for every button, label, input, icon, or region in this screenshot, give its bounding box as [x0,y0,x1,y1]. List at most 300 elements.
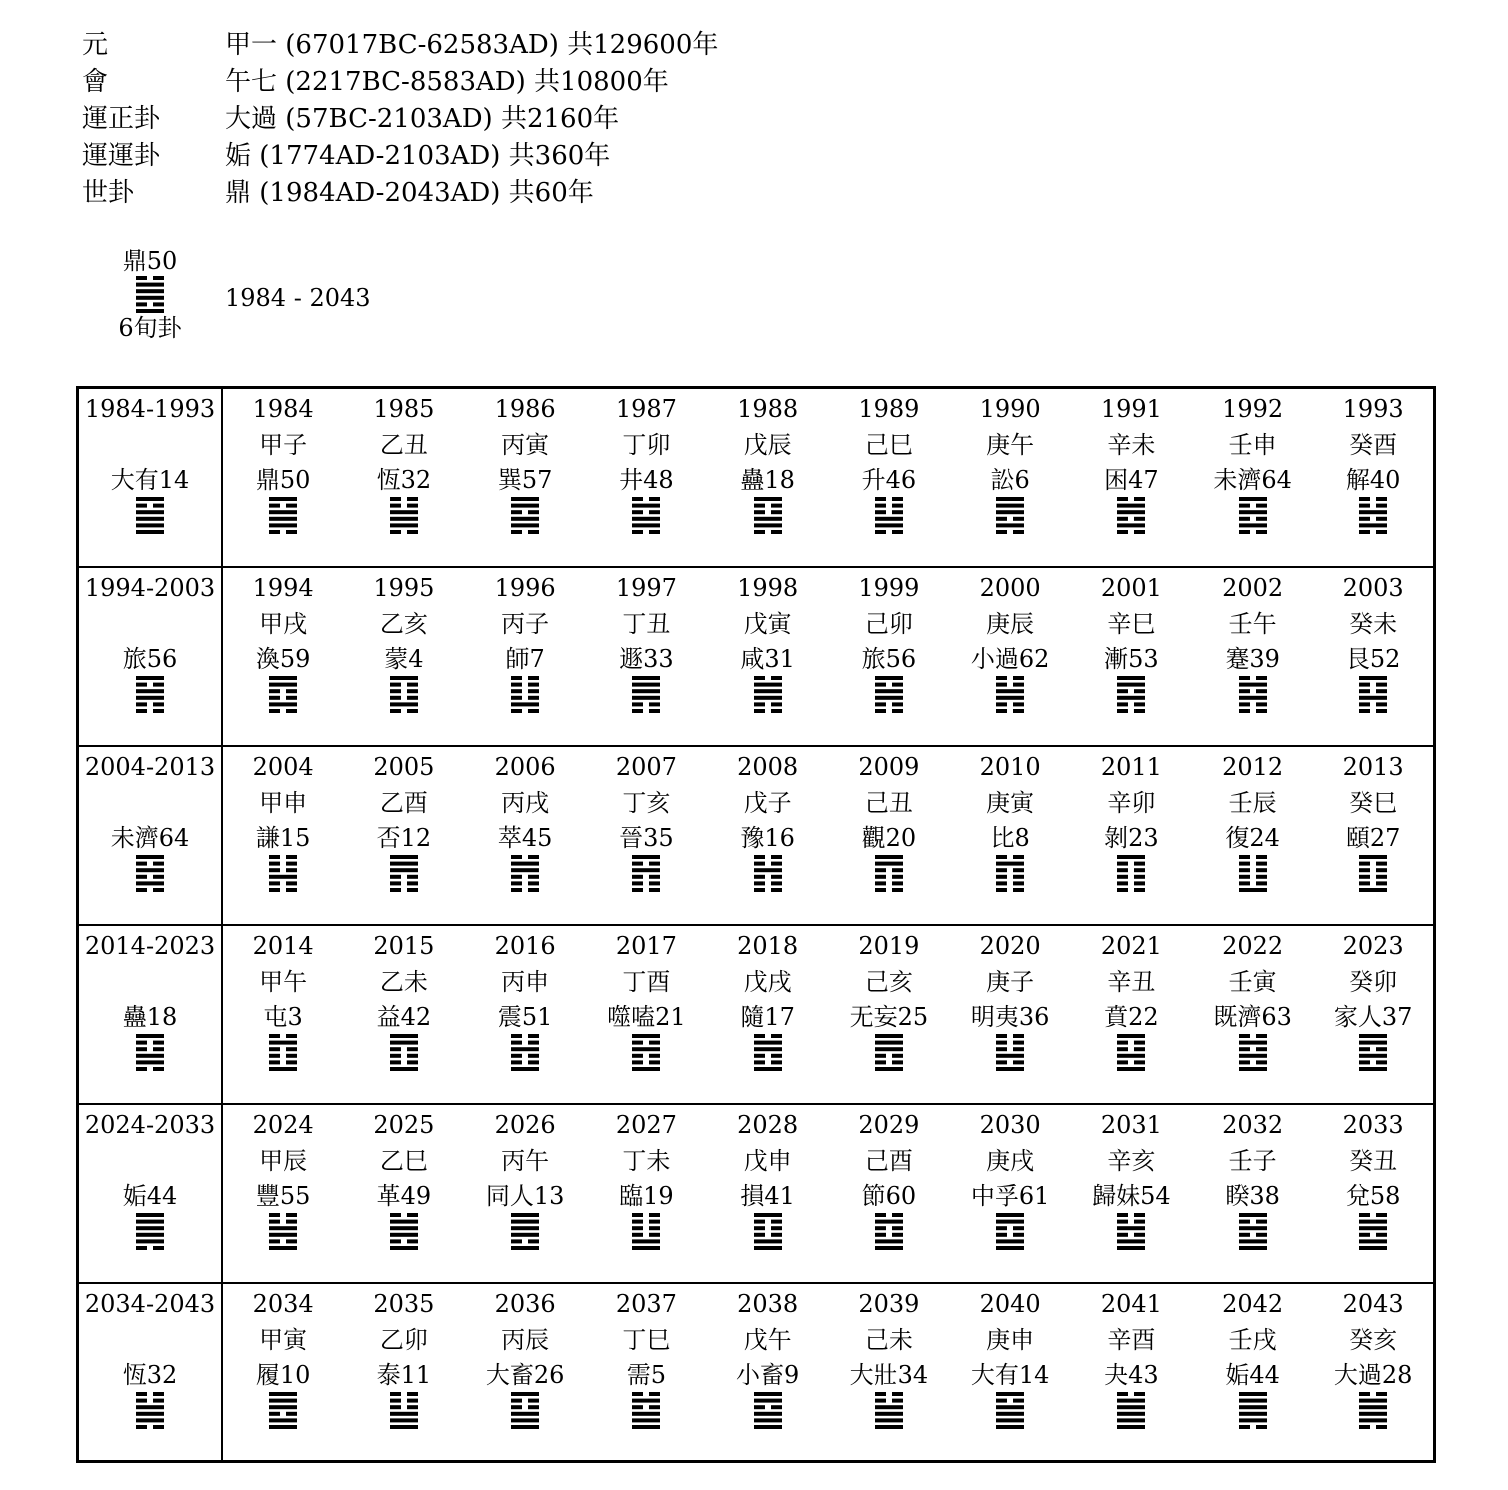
hexagram-name: 歸妹54 [1092,1181,1171,1210]
yin-line-segment [1359,689,1370,693]
yin-line-segment [1117,868,1128,872]
yang-line [390,1425,418,1429]
yang-line [136,695,164,699]
yin-line-segment [892,497,903,501]
yin-line-segment [996,868,1007,872]
hexagram-name: 小畜9 [735,1360,800,1389]
yin-line-segment [390,1060,401,1064]
yin-line-segment [649,530,660,534]
hexagram-symbol [996,1392,1024,1429]
yang-line [754,689,782,693]
yin-line-segment [407,1405,418,1409]
yin-line-segment [286,1213,297,1217]
yin-line-segment [1239,1047,1250,1051]
yin-line-segment [1013,855,1024,859]
hexagram-symbol [269,676,297,713]
ganzhi-label: 癸未 [1349,609,1398,638]
yang-line [1117,1226,1145,1230]
yin-line-segment [1239,709,1250,713]
yang-line [875,855,903,859]
main-hexagram-symbol [95,276,205,313]
ganzhi-label: 癸卯 [1349,967,1398,996]
year-cell [707,746,828,925]
hexagram-name: 漸53 [1104,644,1159,673]
year-cell [1313,1104,1434,1283]
yang-line [269,702,297,706]
yang-line [754,497,782,501]
yang-line [632,1411,660,1415]
yin-line-segment [875,702,886,706]
yin-line-segment [892,682,903,686]
yin-line-segment [754,1219,765,1223]
yang-line [1239,1398,1267,1402]
yin-line-segment [649,1053,660,1057]
yang-line [511,1418,539,1422]
yang-line [511,1425,539,1429]
year-label: 2031 [1100,1110,1162,1139]
yin-line-segment [1117,1219,1128,1223]
hexagram-symbol [996,1034,1024,1071]
yin-line-segment [996,1060,1007,1064]
yin-line-segment [1134,689,1145,693]
yin-line-segment [286,861,297,865]
ganzhi-label: 丁丑 [622,609,671,638]
yin-line-segment [1117,881,1128,885]
yin-line-segment [390,530,401,534]
yang-line [996,1213,1024,1217]
yin-line-segment [1013,1060,1024,1064]
yang-line [754,1047,782,1051]
ganzhi-label: 甲戌 [259,609,308,638]
year-cell [950,567,1071,746]
yin-line-segment [153,861,164,865]
yang-line [1359,676,1387,680]
yin-line-segment [632,1232,643,1236]
hexagram-name: 蠱18 [740,466,795,494]
yang-line [1239,1418,1267,1422]
yin-line-segment [153,874,164,878]
yin-line-segment [1134,874,1145,878]
yang-line [390,1418,418,1422]
yin-line-segment [771,855,782,859]
yin-line-segment [528,1053,539,1057]
hexagram-name: 鼎50 [255,466,311,494]
yang-line [1359,1398,1387,1402]
yin-line-segment [511,689,522,693]
year-label: 2000 [979,573,1041,602]
yin-line-segment [1239,676,1250,680]
yin-line-segment [1256,855,1267,859]
yin-line-segment [153,1398,164,1402]
year-label: 2012 [1222,752,1284,781]
yang-line [754,868,782,872]
decade-range: 1994-2003 [84,573,216,602]
ganzhi-label: 丁亥 [622,788,671,817]
yin-line-segment [511,510,522,514]
yang-line [1239,1239,1267,1243]
year-cell [1313,925,1434,1104]
ganzhi-label: 甲辰 [259,1146,308,1175]
yang-line [511,523,539,527]
yin-line-segment [892,1398,903,1402]
yin-line-segment [649,702,660,706]
yin-line-segment [875,1213,886,1217]
hexagram-symbol [1239,1392,1267,1429]
yang-line [511,497,539,501]
decade-row [78,1283,1435,1462]
yin-line-segment [286,689,297,693]
yin-line-segment [528,874,539,878]
yin-line-segment [1376,517,1387,521]
yin-line-segment [1134,1040,1145,1044]
yin-line-segment [754,1405,765,1409]
yang-line [632,504,660,508]
yang-line [511,702,539,706]
yin-line-segment [1256,861,1267,865]
yin-line-segment [1013,1040,1024,1044]
yin-line-segment [632,709,643,713]
hexagram-symbol [875,1034,903,1071]
yang-line [136,1213,164,1217]
hexagram-name: 頤27 [1345,823,1401,852]
hexagram-name: 豫16 [740,823,795,852]
ganzhi-label: 丙寅 [501,431,550,459]
yin-line-segment [269,1047,280,1051]
yin-line-segment [771,874,782,878]
hexagram-name: 萃45 [497,823,553,852]
yin-line-segment [286,709,297,713]
yin-line-segment [754,530,765,534]
yin-line-segment [269,1239,280,1243]
yang-line [754,1239,782,1243]
yin-line-segment [1134,709,1145,713]
decade-hexagram-symbol [136,855,164,892]
hexagram-symbol [269,497,297,534]
yang-line [1117,695,1145,699]
yin-line-segment [511,530,522,534]
ganzhi-label: 丁卯 [622,431,671,459]
ganzhi-label: 癸巳 [1349,788,1398,817]
hexagram-symbol [632,676,660,713]
header-label: 世卦 [82,178,135,208]
hexagram-symbol [511,1392,539,1429]
yin-line-segment [153,504,164,508]
yang-line [754,523,782,527]
hexagram-symbol [1359,855,1387,892]
yang-line [390,1226,418,1230]
ganzhi-label: 癸亥 [1349,1325,1398,1354]
yin-line-segment [269,504,280,508]
year-cell [1071,1104,1192,1283]
hexagram-symbol [754,1034,782,1071]
yin-line-segment [286,695,297,699]
hexagram-name: 家人37 [1333,1002,1413,1031]
yang-line [632,1067,660,1071]
year-cell [1313,1283,1434,1462]
hexagram-name: 泰11 [376,1360,432,1389]
ganzhi-label: 丙申 [501,967,550,996]
hexagram-symbol [1117,1213,1145,1250]
yin-line-segment [754,1060,765,1064]
yin-line-segment [390,504,401,508]
yin-line-segment [754,510,765,514]
yin-line-segment [1117,874,1128,878]
yin-line-segment [1256,676,1267,680]
yin-line-segment [1117,1392,1128,1396]
yin-line-segment [269,888,280,892]
year-label: 2025 [373,1110,435,1139]
ganzhi-label: 壬子 [1228,1146,1277,1175]
yin-line-segment [390,1405,401,1409]
yin-line-segment [528,510,539,514]
yin-line-segment [269,1213,280,1217]
yang-line [390,861,418,865]
yin-line-segment [390,682,401,686]
yin-line-segment [632,1226,643,1230]
ganzhi-label: 丙午 [501,1146,550,1175]
spacer [79,427,221,463]
yin-line-segment [407,695,418,699]
year-cell [828,388,949,567]
yin-line-segment [1239,1232,1250,1236]
yin-line-segment [892,1392,903,1396]
yang-line [875,1239,903,1243]
ganzhi-label: 己未 [864,1325,913,1354]
yin-line-segment [407,709,418,713]
yin-line-segment [1013,1232,1024,1236]
hexagram-name: 旅56 [861,644,917,673]
ganzhi-label: 甲寅 [259,1325,308,1354]
yang-line [1359,695,1387,699]
year-label: 2015 [373,931,435,960]
yin-line-segment [136,874,147,878]
yang-line [1239,682,1267,686]
yin-line-segment [892,530,903,534]
ganzhi-label: 庚子 [986,967,1035,996]
year-label: 2003 [1342,573,1404,602]
yin-line-segment [1117,1040,1128,1044]
decade-row [78,746,1435,925]
yin-line-segment [286,530,297,534]
yang-line [754,1398,782,1402]
hexagram-symbol [875,1392,903,1429]
yin-line-segment [511,676,522,680]
yang-line [1239,497,1267,501]
yin-line-segment [1239,1034,1250,1038]
ganzhi-label: 甲申 [259,788,308,817]
yin-line-segment [407,682,418,686]
year-label: 1984 [252,395,314,423]
hexagram-symbol [390,497,418,534]
year-cell [828,746,949,925]
yang-line [1117,1405,1145,1409]
yin-line-segment [1376,1047,1387,1051]
yang-line [632,1425,660,1429]
decade-hexagram-name: 未濟64 [110,823,190,852]
yin-line-segment [1134,702,1145,706]
yin-line-segment [511,1040,522,1044]
yin-line-segment [996,702,1007,706]
ganzhi-label: 庚辰 [986,609,1035,638]
year-cell [707,388,828,567]
yin-line-segment [407,504,418,508]
yin-line-segment [875,1060,886,1064]
yin-line-segment [1117,497,1128,501]
year-cell [950,1104,1071,1283]
decade-row [78,388,1435,567]
hexagram-name: 訟6 [990,466,1030,494]
yin-line-segment [1256,1034,1267,1038]
yin-line-segment [892,888,903,892]
spacer [79,964,221,1000]
yin-line-segment [1376,1213,1387,1217]
yin-line-segment [1117,530,1128,534]
yang-line [996,1411,1024,1415]
yin-line-segment [511,874,522,878]
spacer [79,1143,221,1179]
hexagram-symbol [390,1392,418,1429]
yin-line-segment [1376,709,1387,713]
yin-line-segment [649,1405,660,1409]
yang-line [511,1246,539,1250]
yin-line-segment [1256,530,1267,534]
yin-line-segment [892,1060,903,1064]
yin-line-segment [771,510,782,514]
hexagram-symbol [632,497,660,534]
year-cell [707,567,828,746]
hexagram-symbol [632,1034,660,1071]
year-cell [1192,925,1313,1104]
hexagram-symbol [875,1213,903,1250]
ganzhi-label: 壬戌 [1228,1325,1277,1354]
yang-line [269,1246,297,1250]
header-value: 午七 (2217BC-8583AD) 共10800年 [225,67,669,97]
yin-line-segment [649,874,660,878]
hexagram-name: 井48 [619,466,674,494]
yang-line [511,1226,539,1230]
yin-line-segment [892,1213,903,1217]
year-label: 2030 [979,1110,1041,1139]
yin-line-segment [1134,1232,1145,1236]
yin-line-segment [996,1047,1007,1051]
yin-line-segment [1013,1226,1024,1230]
yang-line [1239,1226,1267,1230]
yin-line-segment [1013,517,1024,521]
yang-line [996,504,1024,508]
yang-line [511,1392,539,1396]
hexagram-symbol [632,855,660,892]
hexagram-name: 剝23 [1104,823,1159,852]
ganzhi-label: 丁未 [622,1146,671,1175]
hexagram-name: 咸31 [740,644,795,673]
yin-line-segment [1256,1219,1267,1223]
yang-line [136,523,164,527]
yang-line [136,517,164,521]
ganzhi-label: 丁巳 [622,1325,671,1354]
yin-line-segment [632,881,643,885]
yin-line-segment [1239,530,1250,534]
yin-line-segment [1359,504,1370,508]
yin-line-segment [1013,868,1024,872]
yin-line-segment [153,302,164,306]
yin-line-segment [632,1053,643,1057]
yang-line [269,1067,297,1071]
yin-line-segment [1256,1047,1267,1051]
yang-line [875,1047,903,1051]
yin-line-segment [996,1226,1007,1230]
yin-line-segment [1256,709,1267,713]
yang-line [1239,1405,1267,1409]
yin-line-segment [286,868,297,872]
year-cell [1192,567,1313,746]
decade-row [78,567,1435,746]
yang-line [754,1246,782,1250]
yin-line-segment [511,1053,522,1057]
year-cell [586,388,707,567]
yang-line [136,497,164,501]
yin-line-segment [632,530,643,534]
yang-line [136,1219,164,1223]
year-label: 2023 [1342,931,1404,960]
year-label: 1996 [494,573,556,602]
ganzhi-label: 癸丑 [1349,1146,1398,1175]
yin-line-segment [269,530,280,534]
yang-line [754,1040,782,1044]
year-label: 2037 [615,1289,677,1318]
hexagram-name: 觀20 [861,823,917,852]
ganzhi-label: 乙未 [379,967,428,996]
main-hexagram-name: 鼎50 [122,247,178,275]
yang-line [1239,510,1267,514]
year-label: 2019 [858,931,920,960]
year-label: 2016 [494,931,556,960]
hexagram-symbol [269,1034,297,1071]
yang-line [1239,1067,1267,1071]
yin-line-segment [1013,1047,1024,1051]
yang-line [390,1034,418,1038]
yang-line [1359,1053,1387,1057]
hexagram-symbol [390,1213,418,1250]
yin-line-segment [1359,1060,1370,1064]
yin-line-segment [136,1246,147,1250]
yin-line-segment [1376,530,1387,534]
yang-line [754,1411,782,1415]
hexagram-name: 兌58 [1345,1181,1401,1210]
hexagram-symbol [754,676,782,713]
yin-line-segment [771,1053,782,1057]
yin-line-segment [1376,1392,1387,1396]
yang-line [136,283,164,287]
yang-line [632,689,660,693]
yin-line-segment [875,868,886,872]
yang-line [136,510,164,514]
year-label: 1993 [1342,395,1404,423]
yin-line-segment [511,881,522,885]
yin-line-segment [1359,1232,1370,1236]
yang-line [996,1405,1024,1409]
yin-line-segment [771,702,782,706]
yang-line [269,523,297,527]
year-cell [343,1283,464,1462]
yin-line-segment [1376,881,1387,885]
year-cell [465,925,586,1104]
yin-line-segment [269,709,280,713]
year-label: 2032 [1222,1110,1284,1139]
yin-line-segment [136,888,147,892]
yin-line-segment [511,888,522,892]
main-hexagram-block [95,246,205,343]
yin-line-segment [1134,1060,1145,1064]
